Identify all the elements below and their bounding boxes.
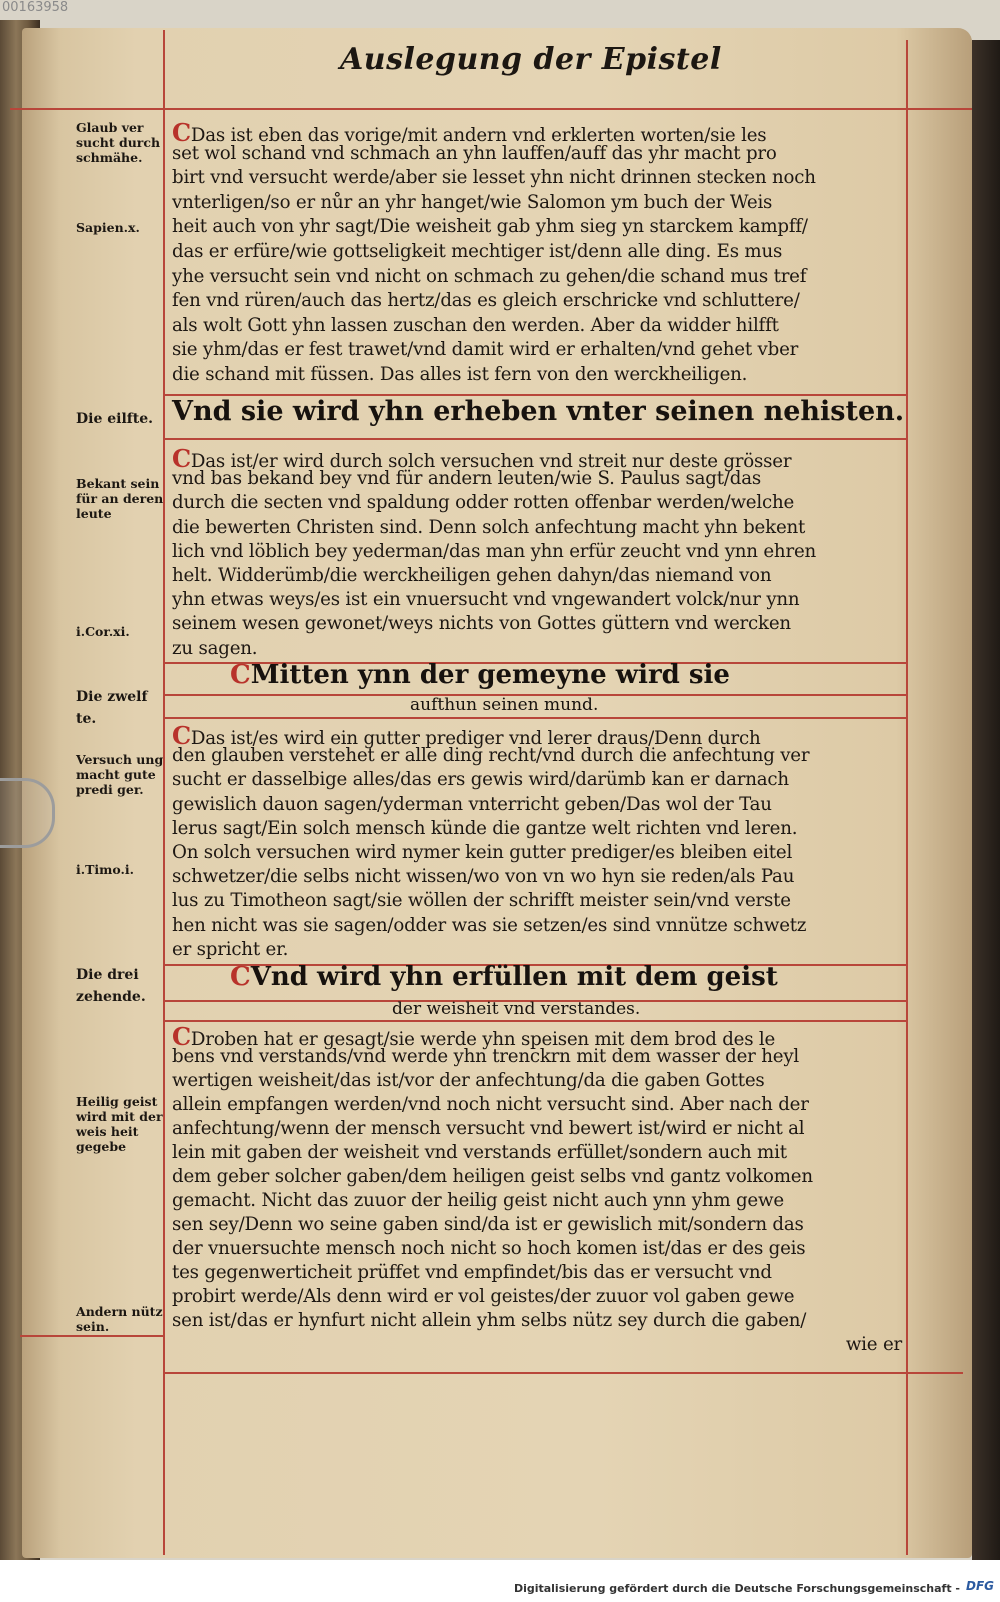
rule-h11-bottom — [163, 438, 906, 440]
text-line-content: hen nicht was sie sagen/odder was sie setzen/es sind vnnütze schwetz — [172, 914, 807, 936]
text-line-content: schwetzer/die selbs nicht wissen/wo von vn wo hyn sie reden/als Pau — [172, 866, 795, 888]
text-line — [172, 216, 910, 237]
margin-note: Heilig geist wird mit der weis heit gegebe — [76, 1094, 163, 1154]
text-line — [172, 613, 910, 634]
text-line — [172, 1310, 910, 1331]
text-line — [172, 1142, 910, 1163]
rule-bottom — [163, 1372, 963, 1374]
text-line-content: Das ist/es wird ein gutter prediger vnd lerer draus/Denn durch — [190, 728, 761, 749]
paragraph-mark: C — [172, 1022, 191, 1051]
text-line-content: die bewerten Christen sind. Denn solch anfechtung macht yhn bekent — [172, 516, 806, 538]
text-line — [172, 241, 910, 262]
margin-note: Die eilfte. — [76, 411, 154, 427]
text-line — [172, 1166, 910, 1187]
text-line-content: seinem wesen gewonet/weys nichts von Gottes güttern vnd wercken — [172, 613, 791, 635]
text-line-content: dem geber solcher gaben/dem heiligen geist selbs vnd gantz volkomen — [172, 1166, 813, 1187]
paragraph-mark: C — [230, 660, 251, 690]
heading-thirteenth-sub: der weisheit vnd verstandes. — [392, 999, 641, 1019]
text-line — [172, 541, 910, 562]
text-line — [172, 769, 910, 790]
text-line — [172, 492, 910, 513]
text-line-content: probirt werde/Als denn wird er vol geistes/der zuuor vol gaben gewe — [172, 1286, 795, 1307]
text-line-content: fen vnd rüren/auch das hertz/das es gleich erschricke vnd schluttere/ — [172, 290, 800, 312]
text-line — [172, 364, 910, 385]
text-line — [172, 1094, 910, 1115]
text-line-content: gemacht. Nicht das zuuor der heilig geist nicht auch ynn yhm gewe — [172, 1190, 784, 1211]
text-line — [172, 1286, 910, 1307]
text-line-content: anfechtung/wenn der mensch versucht vnd bewert ist/wird er nicht al — [172, 1118, 805, 1139]
text-line-content: lich vnd löblich bey yederman/das man yhn erfür zeucht vnd ynn ehren — [172, 540, 817, 562]
text-line-content: der vnuersuchte mensch noch nicht so hoch komen ist/das er des geis — [172, 1238, 806, 1259]
text-line — [172, 1334, 902, 1355]
text-line-content: On solch versuchen wird nymer kein gutter prediger/es bleiben eitel — [172, 842, 793, 863]
text-line — [172, 1118, 910, 1139]
text-line — [172, 290, 910, 311]
margin-note: i.Timo.i. — [76, 862, 134, 877]
text-line-content: die schand mit füssen. Das alles ist fern von den werckheiligen. — [172, 364, 748, 385]
text-line — [172, 890, 910, 911]
text-line-content: er spricht er. — [172, 938, 289, 960]
text-line — [172, 915, 910, 936]
text-line — [172, 1046, 910, 1067]
text-line — [172, 1190, 910, 1211]
text-line-content: gewislich dauon sagen/yderman vnterricht geben/Das wol der Tau — [172, 793, 772, 815]
text-line-content: sie yhm/das er fest trawet/vnd damit wird er erhalten/vnd gehet vber — [172, 339, 799, 361]
text-line-content: vnd bas bekand bey vnd für andern leuten/wie S. Paulus sagt/das — [172, 468, 761, 490]
heading-thirteenth-text: Vnd wird yhn erfüllen mit dem geist — [250, 962, 778, 992]
text-line-content: helt. Widderümb/die werckheiligen gehen dahyn/das niemand von — [172, 565, 772, 586]
margin-note: Glaub ver sucht durch schmähe. — [76, 120, 161, 165]
text-line-content: set wol schand vnd schmach an yhn lauffen/auff das yhr macht pro — [172, 142, 777, 164]
heading-twelfth — [230, 660, 730, 690]
text-line-content: tes gegenwerticheit prüffet vnd empfindet/bis das er versucht vnd — [172, 1262, 772, 1283]
paragraph-mark: C — [230, 962, 251, 992]
text-line-content: birt vnd versucht werde/aber sie lesset yhn nicht drinnen stecken noch — [172, 167, 816, 189]
running-head: Auslegung der Epistel — [340, 42, 722, 77]
rule-margin-end — [20, 1335, 163, 1337]
text-line — [172, 565, 910, 586]
text-line — [172, 339, 910, 360]
text-line-content: wie er — [845, 1334, 902, 1355]
footer-text: Digitalisierung gefördert durch die Deutsche Forschungsgemeinschaft - — [513, 1582, 960, 1595]
text-line-content: vnterligen/so er nůr an yhr hanget/wie Salomon ym buch der Weis — [172, 191, 773, 213]
margin-note: Die drei zehende. — [76, 967, 146, 1005]
text-line — [172, 818, 910, 839]
margin-note: Sapien.x. — [76, 220, 140, 235]
text-line-content: bens vnd verstands/vnd werde yhn trenckrn mit dem wasser der heyl — [172, 1046, 800, 1067]
margin-note: Andern nütz sein. — [76, 1304, 163, 1334]
text-line-content: lein mit gaben der weisheit vnd verstands erfüllet/sondern auch mit — [172, 1142, 787, 1163]
text-line-content: durch die secten vnd spaldung odder rotten offenbar werden/welche — [172, 492, 795, 514]
heading-twelfth-text: Mitten ynn der gemeyne wird sie — [250, 660, 730, 690]
paragraph-mark: C — [172, 444, 191, 473]
paragraph-mark: C — [172, 118, 191, 147]
margin-note: Die zwelf te. — [76, 689, 148, 727]
text-line-content: Das ist eben das vorige/mit andern vnd erklerten worten/sie les — [190, 125, 767, 146]
text-line-content: als wolt Gott yhn lassen zuschan den werden. Aber da widder hilfft — [172, 314, 779, 336]
text-line-content: Das ist/er wird durch solch versuchen vnd streit nur deste grösser — [190, 451, 792, 472]
text-line — [172, 1262, 910, 1283]
text-line-content: yhn etwas weys/es ist ein vnuersucht vnd vngewandert volck/nur ynn — [172, 589, 800, 611]
margin-note: Versuch ung macht gute predi ger. — [76, 752, 164, 797]
text-line-content: wertigen weisheit/das ist/vor der anfechtung/da die gaben Gottes — [172, 1070, 765, 1091]
text-line — [172, 517, 910, 538]
scan-id-label: 00163958 — [2, 0, 69, 15]
text-line-content: sucht er dasselbige alles/das ers gewis wird/darümb kan er darnach — [172, 769, 789, 791]
rule-h12-bottom — [163, 717, 906, 719]
text-line — [172, 1214, 910, 1235]
book-clasp — [0, 778, 55, 848]
text-line — [172, 638, 910, 659]
text-line — [172, 745, 910, 766]
text-line-content: allein empfangen werden/vnd noch nicht versucht sind. Aber nach der — [172, 1094, 809, 1115]
text-line — [172, 866, 910, 887]
text-line-content: heit auch von yhr sagt/Die weisheit gab yhm sieg yn starckem kampff/ — [172, 216, 808, 238]
text-line-content: zu sagen. — [172, 637, 258, 659]
heading-twelfth-sub: aufthun seinen mund. — [410, 695, 599, 715]
text-line — [172, 192, 910, 213]
text-line-content: Droben hat er gesagt/sie werde yhn speisen mit dem brod des le — [190, 1029, 776, 1050]
text-line-content: lerus sagt/Ein solch mensch künde die gantze welt richten vnd leren. — [172, 817, 798, 839]
text-line — [172, 589, 910, 610]
footer-bar — [0, 1560, 1000, 1602]
page-shadow — [972, 40, 1000, 1560]
text-line-content: das er erfüre/wie gottseligkeit mechtiger ist/denn alle ding. Es mus — [172, 241, 783, 262]
heading-thirteenth — [230, 962, 778, 992]
text-line — [172, 468, 910, 489]
text-line-content: sen ist/das er hynfurt nicht allein yhm selbs nütz sey durch die gaben/ — [172, 1310, 807, 1331]
heading-eleventh: Vnd sie wird yhn erheben vnter seinen nehisten. — [172, 396, 905, 427]
text-line — [172, 794, 910, 815]
margin-note: i.Cor.xi. — [76, 624, 130, 639]
text-line-content: lus zu Timotheon sagt/sie wöllen der schrifft meister sein/vnd verste — [172, 890, 791, 912]
text-line-content: sen sey/Denn wo seine gaben sind/da ist er gewislich mit/sondern das — [172, 1214, 804, 1235]
paragraph-mark: C — [172, 721, 191, 750]
text-line-content: den glauben verstehet er alle ding recht/vnd durch die anfechtung ver — [172, 745, 810, 767]
text-line — [172, 167, 910, 188]
text-line — [172, 266, 910, 287]
text-line — [172, 315, 910, 336]
text-line — [172, 1238, 910, 1259]
text-line — [172, 1070, 910, 1091]
head-rule — [10, 108, 972, 110]
text-line — [172, 143, 910, 164]
text-line — [172, 842, 910, 863]
text-line-content: yhe versucht sein vnd nicht on schmach zu gehen/die schand mus tref — [172, 265, 807, 287]
text-line — [172, 939, 910, 960]
margin-note: Bekant sein für an deren leute — [76, 476, 164, 521]
dfg-logo: DFG — [965, 1579, 994, 1593]
